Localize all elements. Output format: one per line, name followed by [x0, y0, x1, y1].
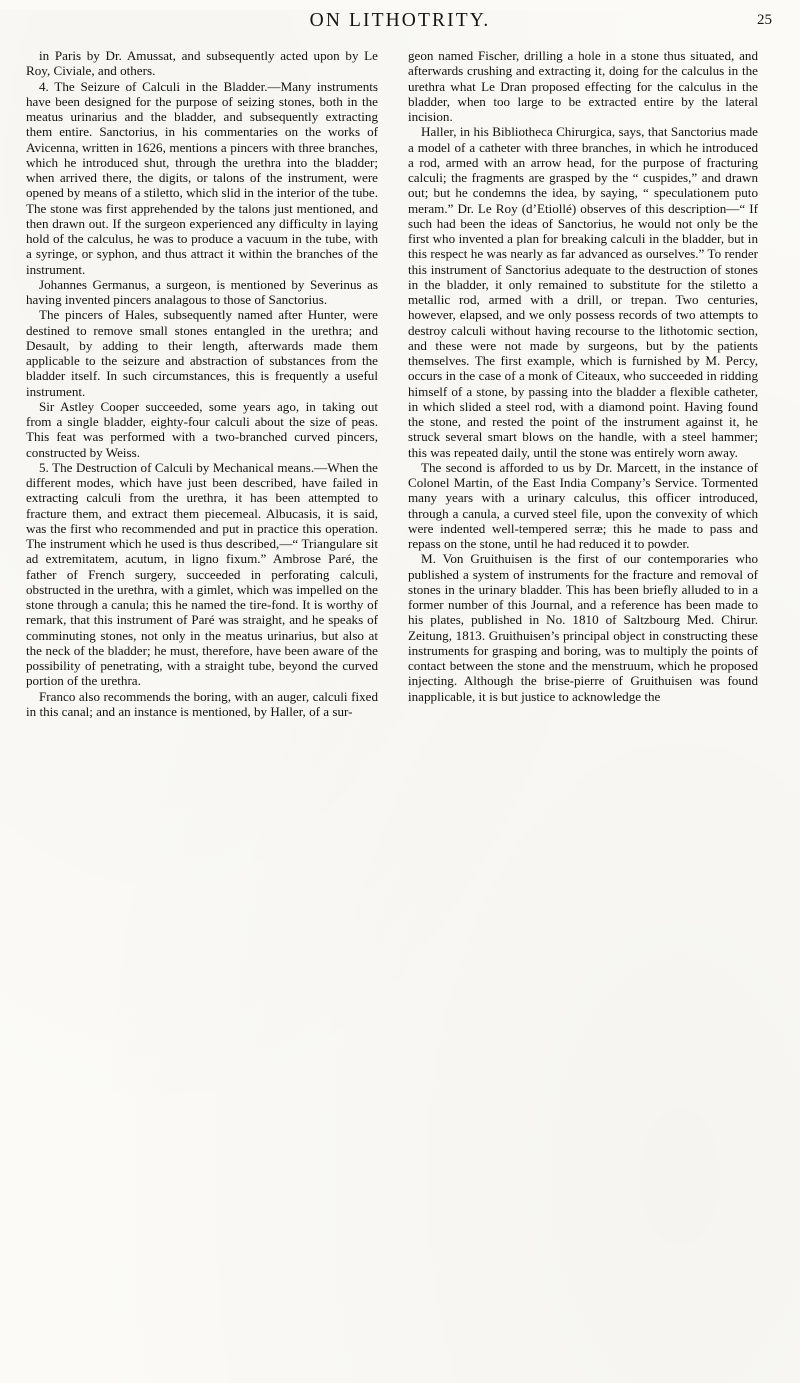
- text-columns: [26, 48, 774, 1348]
- page-number: 25: [757, 12, 772, 28]
- right-column: [392, 48, 758, 1348]
- paragraph: The second is afforded to us by Dr. Marcett, in the instance of Colonel Martin, of the East India Company’s Service. Tormented many years with a urinary calculus, this officer introduced, through a canula, a curved steel file, upon the convexity of which were indented well-tempered serræ; this he made to pass and repass on the stone, until he had reduced it to powder.: [408, 459, 758, 551]
- left-column: [26, 48, 392, 1348]
- paragraph: Sir Astley Cooper succeeded, some years ago, in taking out from a single bladder, eighty-four calculi about the size of peas. This feat was performed with a two-branched curved pincers, constructed by Weiss.: [26, 398, 378, 460]
- page-header: [28, 10, 772, 40]
- document-page: [0, 10, 800, 1383]
- paragraph: in Paris by Dr. Amussat, and subsequently acted upon by Le Roy, Civiale, and others.: [26, 48, 378, 79]
- paragraph: Franco also recommends the boring, with an auger, calculi fixed in this canal; and an instance is mentioned, by Haller, of a sur-: [26, 688, 378, 719]
- paragraph: Johannes Germanus, a surgeon, is mentioned by Severinus as having invented pincers analagous to those of Sanctorius.: [26, 276, 378, 307]
- paragraph: The pincers of Hales, subsequently named after Hunter, were destined to remove small stones entangled in the urethra; and Desault, by adding to their length, afterwards made them applicable to the seizure and abstraction of substances from the bladder itself. In such circumstances, this is frequently a useful instrument.: [26, 307, 378, 399]
- paragraph: 4. The Seizure of Calculi in the Bladder.—Many instruments have been designed for the purpose of seizing stones, both in the meatus urinarius and the bladder, and subsequently extracting them entire. Sanctorius, in his commentaries on the works of Avicenna, written in 1626, mentions a pincers with three branches, which he introduced shut, through the urethra into the bladder; when arrived there, the digits, or talons of the instrument, were opened by means of a stiletto, which slid in the interior of the tube. The stone was first apprehended by the talons just mentioned, and then drawn out. If the surgeon experienced any difficulty in laying hold of the calculus, he was to produce a vacuum in the tube, with a syringe, or syphon, and thus attract it within the branches of the instrument.: [26, 78, 378, 277]
- running-title: ON LITHOTRITY.: [309, 10, 491, 31]
- paragraph: M. Von Gruithuisen is the first of our contemporaries who published a system of instruments for the fracture and removal of stones in the urinary bladder. This has been briefly alluded to in a former number of this Journal, and a reference has been made to his plates, published in No. 1810 of Saltzbourg Med. Chirur. Zeitung, 1813. Gruithuisen’s principal object in constructing these instruments for grasping and boring, was to multiply the points of contact between the stone and the menstruum, which he proposed injecting. Although the brise-pierre of Gruithuisen was found inapplicable, it is but justice to acknowledge the: [408, 551, 758, 704]
- paragraph: Haller, in his Bibliotheca Chirurgica, says, that Sanctorius made a model of a catheter with three branches, in which he introduced a rod, armed with an arrow head, for the purpose of fracturing calculi; the fragments are grasped by the “ cuspides,” and drawn out; but he condemns the idea, by saying, “ speculationem puto meram.” Dr. Le Roy (d’Etiollé) observes of this description—“ If such had been the ideas of Sanctorius, he would not only be the first who invented a plan for breaking calculi in the bladder, but in this respect he was nearly as far advanced as ourselves.” To render this instrument of Sanctorius adequate to the destruction of stones in the bladder, it only remained to substitute for the stiletto a metallic rod, armed with a drill, or trepan. Two centuries, however, elapsed, and we only possess records of two attempts to destroy calculi without having recourse to the lithotomic section, and these were not made by surgeons, but by the patients themselves. The first example, which is furnished by M. Percy, occurs in the case of a monk of Citeaux, who succeeded in ridding himself of a stone, by passing into the bladder a flexible catheter, in which slided a steel rod, with a diamond point. Having found the stone, and rested the point of the instrument against it, he struck several smart blows on the handle, with a steel hammer; this was repeated daily, until the stone was entirely worn away.: [408, 124, 758, 460]
- paragraph: geon named Fischer, drilling a hole in a stone thus situated, and afterwards crushing and extracting it, doing for the calculus in the urethra what Le Dran proposed effecting for the calculus in the bladder, when too large to be extracted entire by the lateral incision.: [408, 48, 758, 124]
- paragraph: 5. The Destruction of Calculi by Mechanical means.—When the different modes, which have just been described, have failed in extracting calculi from the urethra, it has been attempted to fracture them, and extract them piecemeal. Albucasis, it is said, was the first who recommended and put in practice this operation. The instrument which he used is thus described,—“ Triangulare sit ad extremitatem, acutum, in ligno fixum.” Ambrose Paré, the father of French surgery, succeeded in perforating calculi, obstructed in the urethra, with a gimlet, which was impelled on the stone through a canula; this he named the tire-fond. It is worthy of remark, that this instrument of Paré was straight, and he speaks of comminuting stones, not only in the meatus urinarius, but also at the neck of the bladder; he must, therefore, have been aware of the possibility of penetrating, with a straight tube, beyond the curved portion of the urethra.: [26, 459, 378, 689]
